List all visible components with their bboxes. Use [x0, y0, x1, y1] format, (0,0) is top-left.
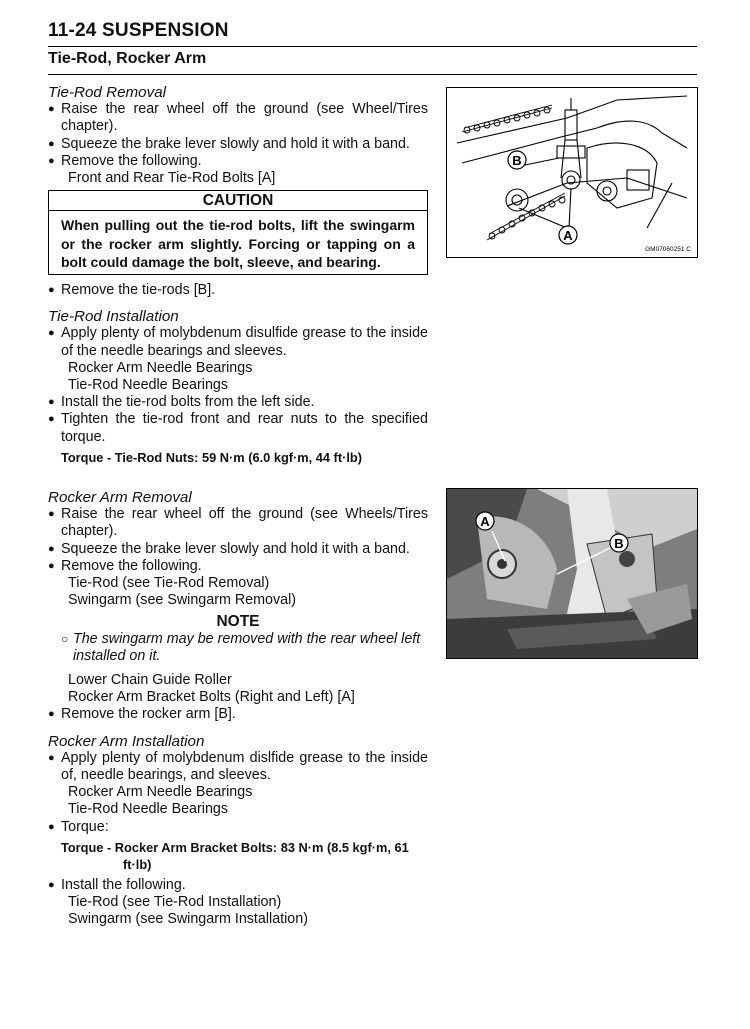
rocker-photo	[446, 488, 698, 659]
tierod-install-subitem: Rocker Arm Needle Bearings	[68, 359, 253, 376]
figure2-label-a: A	[480, 514, 490, 529]
rocker-torque-spec-cont: ft·lb)	[123, 856, 152, 872]
figure1-code: GM07060251 C	[645, 246, 691, 253]
rocker-install-heading: Rocker Arm Installation	[48, 732, 205, 750]
note-text: ○ The swingarm may be removed with the rear wheel left installed on it.	[48, 631, 428, 665]
rocker-removal-step: ● Raise the rear wheel off the ground (see Wheels/Tires chapter).	[48, 506, 428, 540]
note-title: NOTE	[216, 613, 260, 631]
rocker-install-step: ● Torque:	[48, 819, 428, 836]
rocker-removal-subitem: Rocker Arm Bracket Bolts (Right and Left) [A]	[68, 689, 355, 706]
tierod-install-step: ● Apply plenty of molybdenum disulfide grease to the inside of the needle bearings and sleeves.	[48, 325, 428, 359]
tierod-install-heading: Tie-Rod Installation	[48, 308, 179, 326]
tierod-removal-step: ● Squeeze the brake lever slowly and hold it with a band.	[48, 136, 428, 153]
rocker-photo-illustration	[447, 489, 697, 658]
tierod-install-step: ● Tighten the tie-rod front and rear nuts to the specified torque.	[48, 411, 428, 445]
rocker-removal-step: ● Squeeze the brake lever slowly and hold it with a band.	[48, 541, 428, 558]
tierod-removal-heading: Tie-Rod Removal	[48, 84, 167, 101]
tierod-install-step: ● Install the tie-rod bolts from the left side.	[48, 394, 428, 411]
tierod-column	[48, 84, 428, 466]
figure2-label-b: B	[614, 536, 624, 551]
caution-box	[48, 190, 428, 275]
caution-text: When pulling out the tie-rod bolts, lift the swingarm or the rocker arm slightly. Forcing or tapping on a bolt could damage the bolt, sleeve, and bearing.	[61, 217, 415, 271]
rocker-removal-heading: Rocker Arm Removal	[48, 489, 192, 506]
tierod-torque-spec: Torque - Tie-Rod Nuts: 59 N·m (6.0 kgf·m, 44 ft·lb)	[61, 449, 362, 465]
section-rule	[48, 74, 697, 75]
tierod-removal-step: ● Remove the tie-rods [B].	[48, 282, 428, 299]
section-title: Tie-Rod, Rocker Arm	[48, 50, 207, 67]
tierod-install-subitem: Tie-Rod Needle Bearings	[68, 376, 228, 393]
tierod-line-drawing	[447, 88, 697, 257]
rocker-install-step: ● Apply plenty of molybdenum dislfide grease to the inside of, needle bearings, and sleeves.	[48, 750, 428, 784]
rocker-install-subitem: Tie-Rod (see Tie-Rod Installation)	[68, 894, 282, 911]
rocker-removal-subitem: Tie-Rod (see Tie-Rod Removal)	[68, 575, 270, 592]
tierod-figure	[446, 87, 698, 258]
figure1-label-a: A	[563, 228, 573, 243]
rocker-removal-subitem: Lower Chain Guide Roller	[68, 672, 232, 689]
figure1-label-b: B	[512, 153, 522, 168]
rocker-install-subitem: Rocker Arm Needle Bearings	[68, 784, 253, 801]
rocker-install-step: ● Install the following.	[48, 877, 428, 894]
rocker-removal-step: ● Remove the rocker arm [B].	[48, 706, 428, 723]
rocker-install-subitem: Swingarm (see Swingarm Installation)	[68, 911, 308, 928]
caution-title: CAUTION	[49, 191, 427, 211]
rocker-removal-subitem: Swingarm (see Swingarm Removal)	[68, 592, 297, 609]
tierod-removal-subitem: Front and Rear Tie-Rod Bolts [A]	[68, 170, 276, 187]
tierod-removal-step: ● Raise the rear wheel off the ground (see Wheel/Tires chapter).	[48, 101, 428, 135]
rocker-install-subitem: Tie-Rod Needle Bearings	[68, 801, 228, 818]
rocker-column	[48, 489, 428, 928]
tierod-removal-step: ● Remove the following.	[48, 153, 428, 170]
page-header: 11-24 SUSPENSION	[48, 20, 229, 41]
rocker-removal-step: ● Remove the following.	[48, 558, 428, 575]
header-rule	[48, 46, 697, 47]
rocker-torque-spec: Torque - Rocker Arm Bracket Bolts: 83 N·m (8.5 kgf·m, 61	[61, 839, 409, 855]
